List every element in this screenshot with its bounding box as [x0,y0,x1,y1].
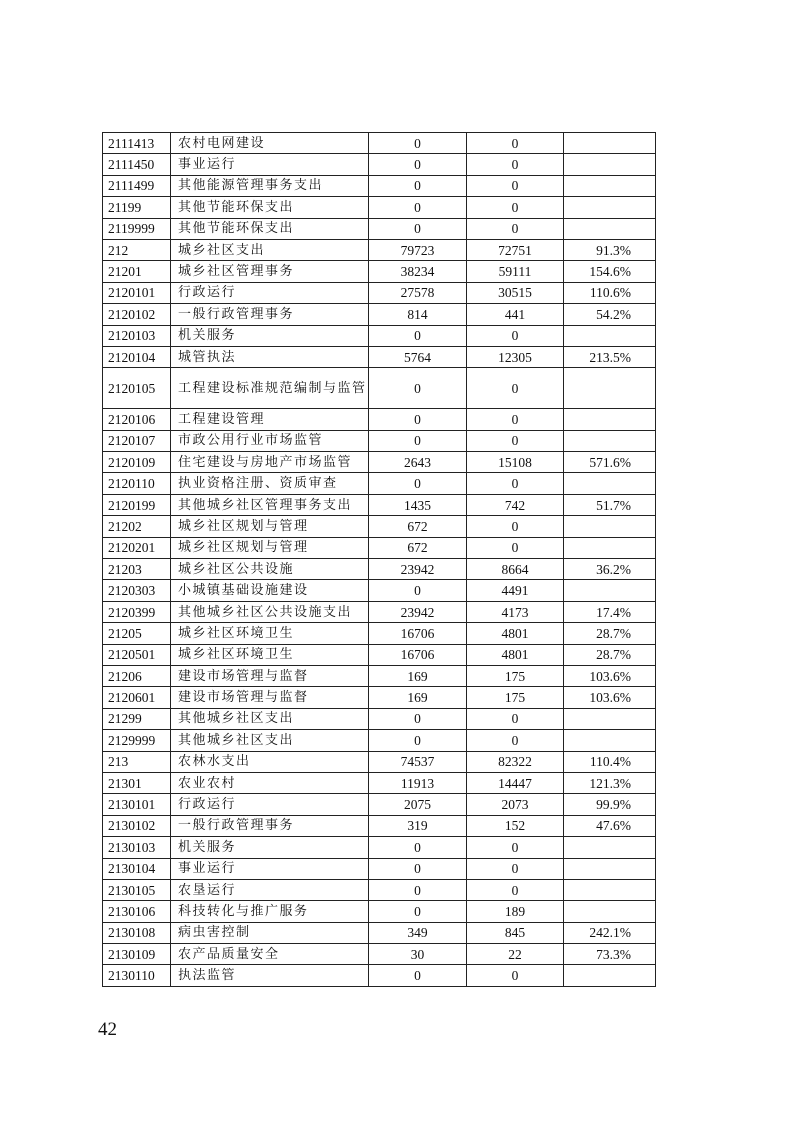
name-cell: 工程建设标准规范编制与监管 [171,368,369,409]
name-cell: 其他节能环保支出 [171,197,369,218]
name-cell: 一般行政管理事务 [171,304,369,325]
code-cell: 2120107 [103,430,171,451]
table-row [103,815,656,836]
table-row [103,430,656,451]
name-cell: 农村电网建设 [171,133,369,154]
value-2-cell: 4801 [467,644,564,665]
name-cell: 城乡社区规划与管理 [171,537,369,558]
value-1-cell: 0 [369,858,467,879]
value-2-cell: 0 [467,965,564,986]
name-cell: 建设市场管理与监督 [171,665,369,686]
value-1-cell: 16706 [369,623,467,644]
value-2-cell: 72751 [467,239,564,260]
value-1-cell: 23942 [369,559,467,580]
table-row [103,772,656,793]
value-1-cell: 0 [369,965,467,986]
ratio-cell [564,580,656,601]
code-cell: 2120105 [103,368,171,409]
ratio-cell [564,154,656,175]
code-cell: 2120501 [103,644,171,665]
ratio-cell: 17.4% [564,601,656,622]
code-cell: 2130110 [103,965,171,986]
value-1-cell: 0 [369,197,467,218]
ratio-cell [564,837,656,858]
code-cell: 2120106 [103,409,171,430]
value-2-cell: 189 [467,901,564,922]
value-2-cell: 0 [467,858,564,879]
value-1-cell: 0 [369,133,467,154]
budget-table [102,132,656,987]
value-2-cell: 14447 [467,772,564,793]
value-2-cell: 0 [467,197,564,218]
value-2-cell: 0 [467,537,564,558]
table-row [103,858,656,879]
value-2-cell: 742 [467,494,564,515]
ratio-cell: 28.7% [564,623,656,644]
table-row [103,965,656,986]
name-cell: 机关服务 [171,325,369,346]
code-cell: 2130108 [103,922,171,943]
value-2-cell: 0 [467,879,564,900]
ratio-cell: 103.6% [564,687,656,708]
value-2-cell: 175 [467,665,564,686]
ratio-cell: 36.2% [564,559,656,580]
ratio-cell: 571.6% [564,452,656,473]
table-row [103,708,656,729]
table-row [103,325,656,346]
name-cell: 建设市场管理与监督 [171,687,369,708]
name-cell: 其他能源管理事务支出 [171,175,369,196]
ratio-cell: 73.3% [564,944,656,965]
table-row [103,730,656,751]
value-1-cell: 30 [369,944,467,965]
name-cell: 其他城乡社区支出 [171,730,369,751]
code-cell: 2120201 [103,537,171,558]
code-cell: 2120109 [103,452,171,473]
value-1-cell: 0 [369,218,467,239]
ratio-cell: 28.7% [564,644,656,665]
code-cell: 2111450 [103,154,171,175]
table-row [103,665,656,686]
ratio-cell: 54.2% [564,304,656,325]
table-row [103,282,656,303]
name-cell: 工程建设管理 [171,409,369,430]
value-1-cell: 0 [369,901,467,922]
name-cell: 其他节能环保支出 [171,218,369,239]
ratio-cell [564,430,656,451]
name-cell: 农产品质量安全 [171,944,369,965]
value-2-cell: 0 [467,473,564,494]
value-2-cell: 152 [467,815,564,836]
table-row [103,837,656,858]
value-2-cell: 0 [467,516,564,537]
table-row [103,901,656,922]
name-cell: 农业农村 [171,772,369,793]
value-2-cell: 0 [467,154,564,175]
code-cell: 2130103 [103,837,171,858]
ratio-cell: 103.6% [564,665,656,686]
ratio-cell [564,368,656,409]
code-cell: 21205 [103,623,171,644]
value-1-cell: 2643 [369,452,467,473]
ratio-cell: 213.5% [564,346,656,367]
code-cell: 21202 [103,516,171,537]
table-row [103,494,656,515]
value-2-cell: 2073 [467,794,564,815]
value-1-cell: 23942 [369,601,467,622]
value-1-cell: 169 [369,687,467,708]
name-cell: 城乡社区环境卫生 [171,623,369,644]
ratio-cell [564,708,656,729]
table-row [103,794,656,815]
code-cell: 21199 [103,197,171,218]
name-cell: 住宅建设与房地产市场监管 [171,452,369,473]
ratio-cell [564,901,656,922]
code-cell: 2111413 [103,133,171,154]
table-row [103,261,656,282]
table-row [103,175,656,196]
value-2-cell: 0 [467,837,564,858]
value-2-cell: 4173 [467,601,564,622]
ratio-cell [564,197,656,218]
value-1-cell: 0 [369,409,467,430]
value-1-cell: 0 [369,325,467,346]
ratio-cell: 110.6% [564,282,656,303]
code-cell: 213 [103,751,171,772]
value-1-cell: 27578 [369,282,467,303]
ratio-cell: 99.9% [564,794,656,815]
value-2-cell: 8664 [467,559,564,580]
value-2-cell: 0 [467,325,564,346]
table-row [103,473,656,494]
value-1-cell: 672 [369,537,467,558]
value-1-cell: 672 [369,516,467,537]
value-2-cell: 0 [467,175,564,196]
table-row [103,154,656,175]
name-cell: 其他城乡社区管理事务支出 [171,494,369,515]
table-row [103,879,656,900]
value-2-cell: 30515 [467,282,564,303]
name-cell: 城乡社区规划与管理 [171,516,369,537]
table-body [103,133,656,987]
ratio-cell: 121.3% [564,772,656,793]
table-row [103,133,656,154]
code-cell: 2119999 [103,218,171,239]
code-cell: 2130102 [103,815,171,836]
table-row [103,452,656,473]
code-cell: 2130105 [103,879,171,900]
name-cell: 小城镇基础设施建设 [171,580,369,601]
value-1-cell: 11913 [369,772,467,793]
value-1-cell: 0 [369,154,467,175]
value-2-cell: 82322 [467,751,564,772]
value-1-cell: 74537 [369,751,467,772]
ratio-cell: 47.6% [564,815,656,836]
code-cell: 2130109 [103,944,171,965]
ratio-cell [564,730,656,751]
ratio-cell [564,325,656,346]
value-1-cell: 0 [369,473,467,494]
ratio-cell: 51.7% [564,494,656,515]
table-row [103,751,656,772]
value-2-cell: 441 [467,304,564,325]
value-1-cell: 814 [369,304,467,325]
table-row [103,580,656,601]
value-1-cell: 169 [369,665,467,686]
ratio-cell [564,879,656,900]
ratio-cell: 154.6% [564,261,656,282]
name-cell: 事业运行 [171,154,369,175]
value-1-cell: 0 [369,368,467,409]
table-row [103,559,656,580]
value-1-cell: 0 [369,430,467,451]
table-row [103,304,656,325]
table-row [103,623,656,644]
value-1-cell: 0 [369,580,467,601]
code-cell: 2120601 [103,687,171,708]
value-1-cell: 319 [369,815,467,836]
value-2-cell: 0 [467,218,564,239]
value-2-cell: 0 [467,409,564,430]
value-2-cell: 0 [467,368,564,409]
name-cell: 行政运行 [171,794,369,815]
value-2-cell: 22 [467,944,564,965]
value-2-cell: 0 [467,430,564,451]
name-cell: 其他城乡社区公共设施支出 [171,601,369,622]
table-row [103,922,656,943]
name-cell: 一般行政管理事务 [171,815,369,836]
ratio-cell [564,858,656,879]
value-1-cell: 16706 [369,644,467,665]
table-row [103,516,656,537]
code-cell: 2120303 [103,580,171,601]
value-1-cell: 1435 [369,494,467,515]
code-cell: 212 [103,239,171,260]
code-cell: 2111499 [103,175,171,196]
code-cell: 21206 [103,665,171,686]
code-cell: 2120103 [103,325,171,346]
name-cell: 其他城乡社区支出 [171,708,369,729]
value-2-cell: 0 [467,708,564,729]
name-cell: 病虫害控制 [171,922,369,943]
ratio-cell [564,965,656,986]
ratio-cell [564,175,656,196]
code-cell: 2130104 [103,858,171,879]
value-1-cell: 0 [369,837,467,858]
value-1-cell: 0 [369,730,467,751]
code-cell: 2120399 [103,601,171,622]
value-1-cell: 79723 [369,239,467,260]
ratio-cell: 110.4% [564,751,656,772]
code-cell: 2120199 [103,494,171,515]
value-1-cell: 2075 [369,794,467,815]
table-row [103,239,656,260]
value-2-cell: 12305 [467,346,564,367]
name-cell: 城管执法 [171,346,369,367]
table-row [103,218,656,239]
value-2-cell: 59111 [467,261,564,282]
name-cell: 农林水支出 [171,751,369,772]
table-row [103,687,656,708]
code-cell: 2130101 [103,794,171,815]
ratio-cell [564,516,656,537]
table-row [103,537,656,558]
table-row [103,601,656,622]
value-2-cell: 0 [467,133,564,154]
value-1-cell: 38234 [369,261,467,282]
table-row [103,644,656,665]
name-cell: 机关服务 [171,837,369,858]
ratio-cell [564,133,656,154]
value-2-cell: 0 [467,730,564,751]
code-cell: 2120102 [103,304,171,325]
table-row [103,944,656,965]
code-cell: 21301 [103,772,171,793]
name-cell: 执业资格注册、资质审查 [171,473,369,494]
code-cell: 21299 [103,708,171,729]
ratio-cell [564,537,656,558]
code-cell: 21203 [103,559,171,580]
name-cell: 科技转化与推广服务 [171,901,369,922]
table-row [103,409,656,430]
value-1-cell: 5764 [369,346,467,367]
table-row [103,346,656,367]
value-1-cell: 349 [369,922,467,943]
name-cell: 城乡社区环境卫生 [171,644,369,665]
name-cell: 城乡社区支出 [171,239,369,260]
value-1-cell: 0 [369,879,467,900]
code-cell: 2120110 [103,473,171,494]
value-2-cell: 4491 [467,580,564,601]
page-number: 42 [98,1019,117,1040]
code-cell: 2130106 [103,901,171,922]
value-1-cell: 0 [369,175,467,196]
name-cell: 行政运行 [171,282,369,303]
name-cell: 城乡社区公共设施 [171,559,369,580]
value-1-cell: 0 [369,708,467,729]
value-2-cell: 845 [467,922,564,943]
table-row [103,197,656,218]
value-2-cell: 4801 [467,623,564,644]
ratio-cell [564,473,656,494]
ratio-cell [564,218,656,239]
ratio-cell: 242.1% [564,922,656,943]
name-cell: 执法监管 [171,965,369,986]
value-2-cell: 175 [467,687,564,708]
value-2-cell: 15108 [467,452,564,473]
ratio-cell: 91.3% [564,239,656,260]
code-cell: 2129999 [103,730,171,751]
code-cell: 21201 [103,261,171,282]
code-cell: 2120104 [103,346,171,367]
name-cell: 城乡社区管理事务 [171,261,369,282]
name-cell: 市政公用行业市场监管 [171,430,369,451]
table-row [103,368,656,409]
ratio-cell [564,409,656,430]
code-cell: 2120101 [103,282,171,303]
name-cell: 事业运行 [171,858,369,879]
name-cell: 农垦运行 [171,879,369,900]
